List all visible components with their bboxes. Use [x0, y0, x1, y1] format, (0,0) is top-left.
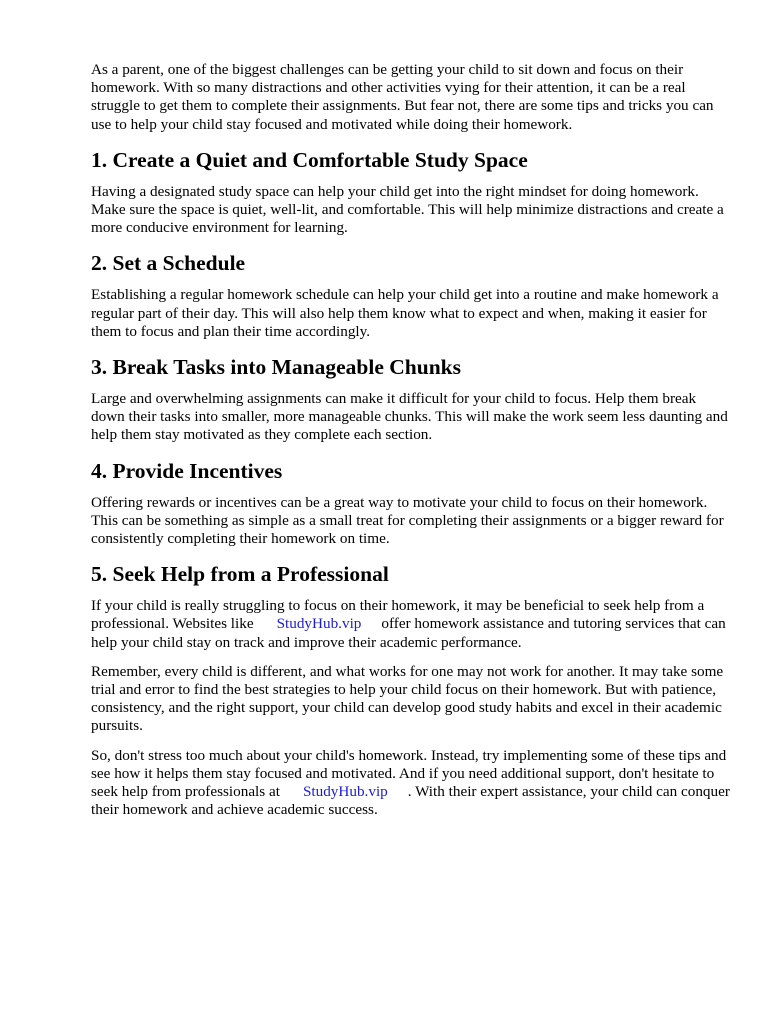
- section-body-incentives: Offering rewards or incentives can be a great way to motivate your child to focus on their homework. This can be something as simple as a small treat for completing their assignments or a bigger reward for consistently completing their homework on time.: [91, 493, 724, 548]
- studyhub-link[interactable]: StudyHub.vip: [276, 615, 362, 633]
- closing-text-after-link: . With their expert assistance, your child can conquer their homework and achieve academic success.: [91, 783, 730, 819]
- intro-paragraph: As a parent, one of the biggest challenges can be getting your child to sit down and focus on their homework. With so many distractions and other activities vying for their attention, it can be a real struggle to get them to complete their assignments. But fear not, there are some tips and tricks you can use to help your child stay focused and motivated while doing their homework.: [91, 61, 714, 133]
- section-body-study-space: Having a designated study space can help your child get into the right mindset for doing homework. Make sure the space is quiet, well-lit, and comfortable. This will help minimize distractions and create a more conducive environment for learning.: [91, 182, 724, 237]
- studyhub-link-2[interactable]: StudyHub.vip: [302, 783, 388, 801]
- section-body-chunks: Large and overwhelming assignments can make it difficult for your child to focus. Help them break down their tasks into smaller, more manageable chunks. This will make the work seem less daunting and help them stay motivated as they complete each section.: [91, 390, 728, 444]
- document-page: [91, 61, 731, 819]
- section-heading-incentives: 4. Provide Incentives: [91, 458, 283, 483]
- section-body-professional: [91, 597, 731, 652]
- section-heading-study-space: 1. Create a Quiet and Comfortable Study Space: [91, 147, 528, 172]
- section-heading-chunks: 3. Break Tasks into Manageable Chunks: [91, 355, 461, 380]
- section-body-professional-text-after: offer homework assistance and tutoring services that can help your child stay on track and improve their academic performance.: [91, 615, 726, 651]
- closing-paragraph-remember: Remember, every child is different, and what works for one may not work for another. It may take some trial and error to find the best strategies to help your child focus on their homework. But with patience, consistency, and the right support, your child can develop good study habits and excel in their academic pursuits.: [91, 662, 724, 735]
- closing-text-before-link: So, don't stress too much about your child's homework. Instead, try implementing some of these tips and see how it helps them stay focused and motivated. And if you need additional support, don't hesitate to seek help from professionals at: [91, 746, 727, 801]
- section-heading-professional: 5. Seek Help from a Professional: [91, 562, 389, 587]
- closing-paragraph-final: [91, 747, 731, 820]
- section-body-schedule: Establishing a regular homework schedule can help your child get into a routine and make homework a regular part of their day. This will also help them know what to expect and when, making it easier for them to focus and plan their time accordingly.: [91, 286, 719, 340]
- section-body-professional-text-before: If your child is really struggling to focus on their homework, it may be beneficial to seek help from a professional. Websites like: [91, 597, 705, 633]
- section-heading-schedule: 2. Set a Schedule: [91, 251, 246, 276]
